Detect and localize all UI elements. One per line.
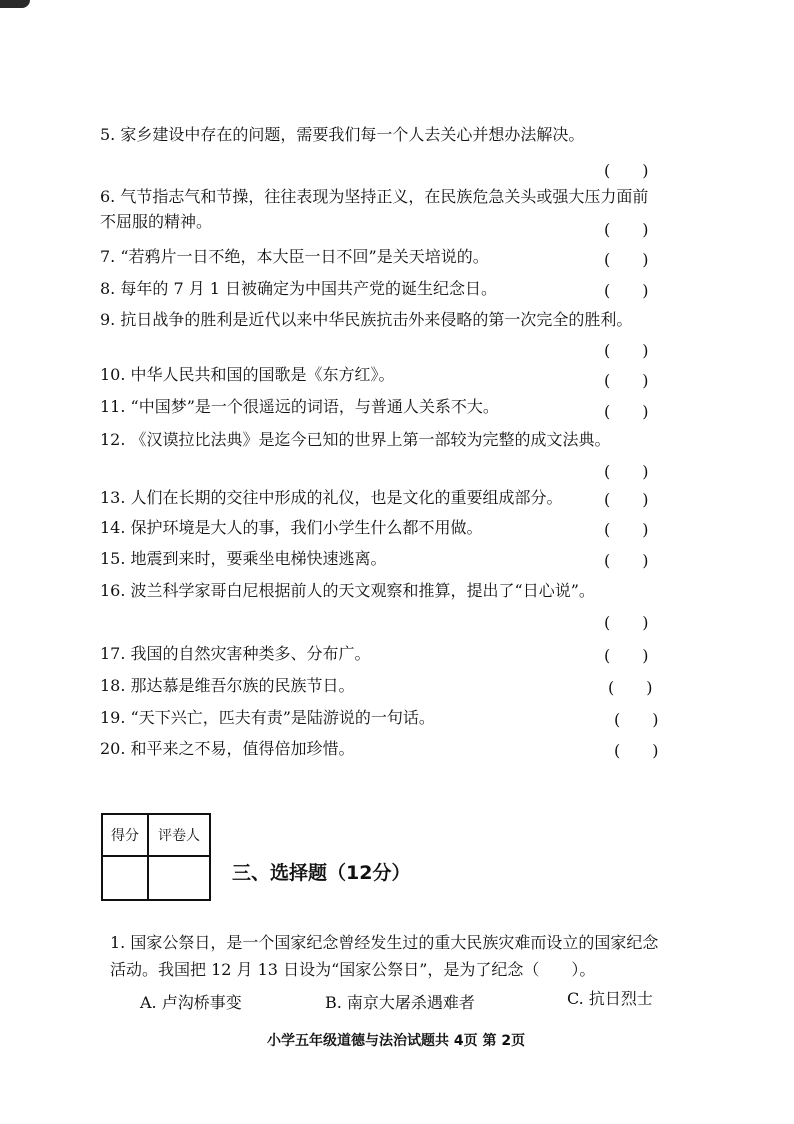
question-17: 17. 我国的自然灾害种类多、分布广。 — [100, 644, 371, 663]
scan-corner-mark — [0, 0, 30, 8]
question-6-cont: 不屈服的精神。 — [100, 212, 213, 231]
question-5: 5. 家乡建设中存在的问题，需要我们每一个人去关心并想办法解决。 — [100, 125, 585, 144]
reviewer-label: 评卷人 — [149, 815, 209, 857]
answer-paren-8: ( ) — [604, 281, 649, 300]
answer-paren-5: ( ) — [604, 161, 649, 180]
answer-paren-15: ( ) — [604, 551, 649, 570]
answer-paren-10: ( ) — [604, 371, 649, 390]
answer-paren-17: ( ) — [604, 646, 649, 665]
option-a: A. 卢沟桥事变 — [140, 993, 242, 1012]
answer-paren-19: ( ) — [614, 710, 659, 729]
score-label: 得分 — [103, 815, 149, 857]
grade-box — [101, 813, 211, 901]
question-16: 16. 波兰科学家哥白尼根据前人的天文观察和推算，提出了“日心说”。 — [100, 581, 595, 600]
answer-paren-20: ( ) — [614, 741, 659, 760]
question-13: 13. 人们在长期的交往中形成的礼仪，也是文化的重要组成部分。 — [100, 488, 563, 507]
answer-paren-18: ( ) — [608, 678, 653, 697]
question-20: 20. 和平来之不易，值得倍加珍惜。 — [100, 739, 355, 758]
question-11: 11. “中国梦”是一个很遥远的词语，与普通人关系不大。 — [100, 397, 499, 416]
answer-paren-7: ( ) — [604, 250, 649, 269]
question-8: 8. 每年的 7 月 1 日被确定为中国共产党的诞生纪念日。 — [100, 279, 498, 298]
answer-paren-16: ( ) — [604, 613, 649, 632]
score-cell[interactable] — [103, 857, 149, 899]
question-9: 9. 抗日战争的胜利是近代以来中华民族抗击外来侵略的第一次完全的胜利。 — [100, 310, 633, 329]
section-title: 三、选择题（12分） — [232, 862, 411, 884]
option-c: C. 抗日烈士 — [567, 989, 653, 1008]
question-15: 15. 地震到来时，要乘坐电梯快速逃离。 — [100, 549, 387, 568]
answer-paren-14: ( ) — [604, 520, 649, 539]
answer-paren-6: ( ) — [604, 220, 649, 239]
answer-paren-11: ( ) — [604, 402, 649, 421]
reviewer-cell[interactable] — [149, 857, 209, 899]
question-12: 12. 《汉谟拉比法典》是迄今已知的世界上第一部较为完整的成文法典。 — [100, 430, 611, 449]
option-b: B. 南京大屠杀遇难者 — [325, 993, 475, 1012]
page-footer: 小学五年级道德与法治试题共 4页 第 2页 — [267, 1033, 526, 1049]
question-19: 19. “天下兴亡，匹夫有责”是陆游说的一句话。 — [100, 708, 435, 727]
mc-question-1: 1. 国家公祭日，是一个国家纪念曾经发生过的重大民族灾难而设立的国家纪念 — [110, 933, 659, 952]
question-18: 18. 那达慕是维吾尔族的民族节日。 — [100, 676, 355, 695]
answer-paren-12: ( ) — [604, 462, 649, 481]
question-14: 14. 保护环境是大人的事，我们小学生什么都不用做。 — [100, 518, 483, 537]
answer-paren-9: ( ) — [604, 341, 649, 360]
mc-question-1-cont: 活动。我国把 12 月 13 日设为“国家公祭日”，是为了纪念（ ）。 — [110, 960, 596, 979]
question-10: 10. 中华人民共和国的国歌是《东方红》。 — [100, 365, 395, 384]
answer-paren-13: ( ) — [604, 490, 649, 509]
question-6: 6. 气节指志气和节操，往往表现为坚持正义，在民族危急关头或强大压力面前 — [100, 187, 649, 206]
question-7: 7. “若鸦片一日不绝，本大臣一日不回”是关天培说的。 — [100, 247, 489, 266]
